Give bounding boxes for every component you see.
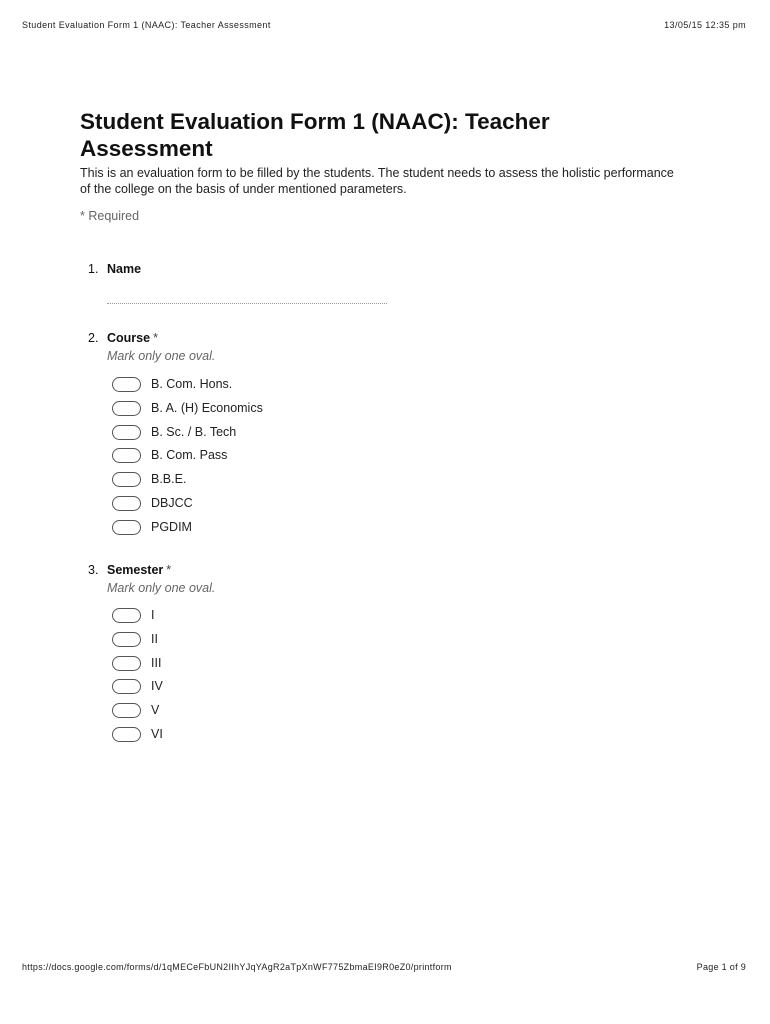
print-header-timestamp: 13/05/15 12:35 pm — [664, 20, 746, 30]
option-label: PGDIM — [151, 519, 192, 534]
print-footer — [22, 962, 746, 976]
print-header — [22, 20, 746, 34]
option-label: II — [151, 631, 158, 646]
radio-oval[interactable] — [112, 472, 141, 487]
required-note: * Required — [80, 209, 140, 223]
radio-oval[interactable] — [112, 703, 141, 718]
option-label: B.B.E. — [151, 472, 187, 487]
radio-oval[interactable] — [112, 425, 141, 440]
radio-oval[interactable] — [112, 679, 141, 694]
question-title — [107, 262, 141, 276]
form-description: This is an evaluation form to be filled by the students. The student needs to assess the holistic performance of the college on the basis of under mentioned parameters. — [80, 166, 674, 196]
option-label: DBJCC — [151, 495, 193, 510]
radio-oval[interactable] — [112, 377, 141, 392]
option-label: I — [151, 608, 155, 622]
radio-oval[interactable] — [112, 608, 141, 623]
radio-oval[interactable] — [112, 656, 141, 671]
radio-oval[interactable] — [112, 727, 141, 742]
question-number: 3. — [88, 563, 99, 577]
option-label: B. A. (H) Economics — [151, 400, 263, 415]
question-title — [107, 331, 158, 345]
required-asterisk: * — [153, 331, 158, 345]
question-number: 1. — [88, 262, 99, 276]
option-label: III — [151, 655, 162, 670]
question-title-text: Name — [107, 262, 142, 276]
form-title: Student Evaluation Form 1 (NAAC): Teacher Assessment — [80, 109, 550, 161]
footer-url: https://docs.google.com/forms/d/1qMECeFbUN2IIhYJqYAgR2aTpXnWF775ZbmaEI9R0eZ0/printform — [22, 962, 452, 972]
radio-oval[interactable] — [112, 401, 141, 416]
radio-oval[interactable] — [112, 496, 141, 511]
question-number: 2. — [88, 331, 99, 345]
radio-oval[interactable] — [112, 632, 141, 647]
page-number: Page 1 of 9 — [696, 962, 746, 972]
radio-oval[interactable] — [112, 448, 141, 463]
name-answer-line[interactable] — [107, 303, 387, 304]
option-label: V — [151, 703, 160, 718]
question-title — [107, 563, 171, 577]
question-title-text: Course — [107, 331, 151, 345]
question-help-text: Mark only one oval. — [107, 349, 216, 363]
radio-oval[interactable] — [112, 520, 141, 535]
option-label: IV — [151, 679, 163, 694]
required-asterisk: * — [166, 563, 172, 577]
question-help-text: Mark only one oval. — [107, 581, 216, 595]
option-label: VI — [151, 726, 163, 741]
option-label: B. Com. Pass — [151, 448, 228, 463]
print-header-title: Student Evaluation Form 1 (NAAC): Teacher Assessment — [22, 20, 271, 30]
question-title-text: Semester — [107, 563, 164, 577]
option-label: B. Com. Hons. — [151, 377, 233, 391]
option-label: B. Sc. / B. Tech — [151, 424, 237, 439]
